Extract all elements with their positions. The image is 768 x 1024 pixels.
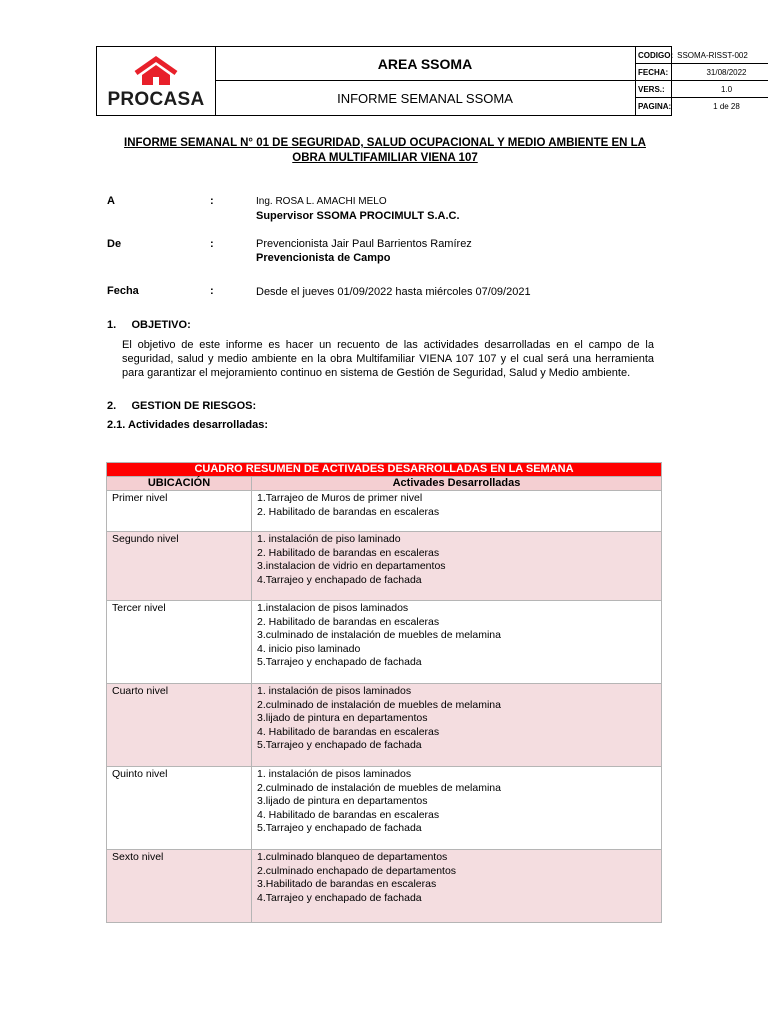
activity-item: 4.Tarrajeo y enchapado de fachada <box>257 891 422 904</box>
area-title: AREA SSOMA <box>215 47 635 81</box>
activity-item: 2. Habilitado de barandas en escaleras <box>257 505 440 518</box>
document-meta <box>635 47 768 115</box>
from-label: De <box>107 238 122 250</box>
table-row <box>107 684 662 767</box>
activity-item: 1.Tarrajeo de Muros de primer nivel <box>257 492 423 504</box>
section-1-heading: 1. OBJETIVO: <box>107 319 191 331</box>
meta-key: FECHA: <box>638 67 669 77</box>
to-name: Ing. ROSA L. AMACHI MELO <box>256 196 387 207</box>
report-name: INFORME SEMANAL SSOMA <box>337 90 513 106</box>
activity-item: 2. Habilitado de barandas en escaleras <box>257 546 440 559</box>
date-colon: : <box>210 285 214 297</box>
from-colon: : <box>210 238 214 250</box>
document-header <box>96 46 748 116</box>
meta-value: 1 de 28 <box>713 102 740 111</box>
table-row <box>107 850 662 923</box>
activities-table <box>106 462 662 923</box>
to-colon: : <box>210 195 214 207</box>
table-row <box>107 532 662 601</box>
meta-row-date <box>635 64 768 81</box>
table-row <box>107 767 662 850</box>
location-cell: Quinto nivel <box>107 767 252 850</box>
meta-value: 31/08/2022 <box>706 67 747 77</box>
activity-item: 3.lijado de pintura en departamentos <box>257 795 428 807</box>
activities-cell <box>252 767 662 850</box>
activity-item: 1.culminado blanqueo de departamentos <box>257 851 448 863</box>
activity-item: 2.culminado enchapado de departamentos <box>257 864 457 877</box>
activity-item: 3.Habilitado de barandas en escaleras <box>257 878 437 890</box>
activity-item: 4. inicio piso laminado <box>257 642 361 655</box>
activity-item: 5.Tarrajeo y enchapado de fachada <box>257 656 422 668</box>
section-2-1-heading: 2.1. Actividades desarrolladas: <box>107 419 268 431</box>
location-cell: Tercer nivel <box>107 601 252 684</box>
from-name: Prevencionista Jair Paul Barrientos Ramírez <box>256 238 472 250</box>
meta-key: CODIGO: <box>638 50 674 60</box>
activity-item: 5.Tarrajeo y enchapado de fachada <box>257 739 422 751</box>
location-cell: Sexto nivel <box>107 850 252 923</box>
activities-cell <box>252 850 662 923</box>
from-role: Prevencionista de Campo <box>256 252 391 264</box>
activities-cell <box>252 532 662 601</box>
location-cell: Primer nivel <box>107 491 252 532</box>
activity-item: 1. instalación de piso laminado <box>257 533 401 545</box>
activities-cell <box>252 601 662 684</box>
meta-value: 1.0 <box>720 84 733 94</box>
table-title: CUADRO RESUMEN DE ACTIVADES DESARROLLADAS EN LA SEMANA <box>107 463 662 477</box>
date-value: Desde el jueves 01/09/2022 hasta miércoles 07/09/2021 <box>256 286 531 298</box>
activity-item: 3.instalacion de vidrio en departamentos <box>257 560 446 572</box>
header-title-cell <box>215 47 636 115</box>
activity-item: 4.Tarrajeo y enchapado de fachada <box>257 573 422 586</box>
table-row <box>107 491 662 532</box>
meta-key: PAGINA: <box>638 102 672 111</box>
column-header-location: UBICACIÓN <box>107 477 252 491</box>
report-title-line-2: OBRA MULTIFAMILIAR VIENA 107 <box>292 152 478 164</box>
column-header-activities: Activades Desarrolladas <box>252 477 662 491</box>
activity-item: 1. instalación de pisos laminados <box>257 685 412 697</box>
objective-paragraph: El objetivo de este informe es hacer un recuento de las actividades desarrolladas en el campo de la seguridad, salud y medio ambiente en la obra Multifamiliar VIENA 107 107 y el cual será una herramienta para garantizar el mejoramiento continuo en sistema de Gestión de Seguridad, Salud y Medio ambiente. <box>122 339 654 379</box>
to-label: A <box>107 195 115 207</box>
activity-item: 2. Habilitado de barandas en escaleras <box>257 615 440 628</box>
activities-cell <box>252 684 662 767</box>
brand-name: PROCASA <box>107 89 205 110</box>
report-title <box>110 136 660 166</box>
house-logo-icon <box>133 55 179 87</box>
table-row <box>107 601 662 684</box>
activity-item: 2.culminado de instalación de muebles de melamina <box>257 781 501 794</box>
activity-item: 3.lijado de pintura en departamentos <box>257 712 428 724</box>
meta-key: VERS.: <box>638 84 665 94</box>
to-role: Supervisor SSOMA PROCIMULT S.A.C. <box>256 210 460 222</box>
date-label: Fecha <box>107 285 139 297</box>
meta-value: SSOMA-RISST-002 <box>677 50 748 60</box>
location-cell: Cuarto nivel <box>107 684 252 767</box>
report-title-line-1: INFORME SEMANAL N° 01 DE SEGURIDAD, SALUD OCUPACIONAL Y MEDIO AMBIENTE EN LA <box>124 137 646 149</box>
logo-cell <box>97 47 216 115</box>
location-cell: Segundo nivel <box>107 532 252 601</box>
activity-item: 4. Habilitado de barandas en escaleras <box>257 725 440 738</box>
activity-item: 5.Tarrajeo y enchapado de fachada <box>257 822 422 834</box>
section-2-heading: 2. GESTION DE RIESGOS: <box>107 400 257 412</box>
activity-item: 2.culminado de instalación de muebles de melamina <box>257 698 501 711</box>
activity-item: 4. Habilitado de barandas en escaleras <box>257 808 440 821</box>
activity-item: 1. instalación de pisos laminados <box>257 768 412 780</box>
activity-item: 1.instalacion de pisos laminados <box>257 602 409 614</box>
activities-cell <box>252 491 662 532</box>
activity-item: 3.culminado de instalación de muebles de melamina <box>257 629 501 641</box>
meta-row-page <box>635 98 768 115</box>
meta-row-code <box>635 47 768 64</box>
meta-row-version <box>635 81 768 98</box>
